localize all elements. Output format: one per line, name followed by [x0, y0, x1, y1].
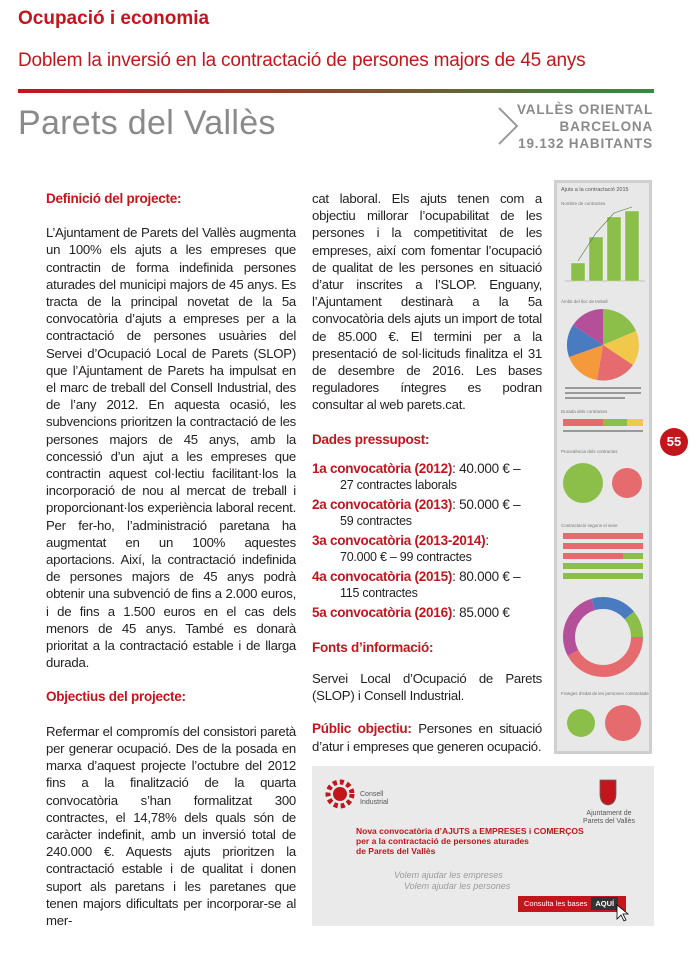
budget-item: 4a convocatòria (2015): 80.000 € –: [312, 568, 521, 584]
public-text: Públic objectiu: Persones en situació d’atur i empreses que generen ocupació.: [312, 721, 542, 754]
region-info: [517, 101, 653, 152]
origin-title: Procedència dels contractes: [561, 449, 618, 454]
trend-line: [578, 207, 632, 261]
infographic: [554, 180, 652, 754]
budget-detail: 70.000 € – 99 contractes: [340, 549, 472, 564]
section-title: Ocupació i economia: [18, 8, 210, 29]
town-name: Parets del Vallès: [18, 104, 276, 142]
infographic-title: Ajuts a la contractació 2015: [561, 187, 629, 193]
pie-chart-title: Àmbit del lloc de treball: [561, 299, 608, 304]
gear-icon: [322, 776, 358, 812]
consult-bases-button[interactable]: Consulta les bases AQUÍ: [518, 896, 626, 912]
banner-title: Nova convocatòria d’AJUTS a EMPRESES i COMERÇOS per a la contractació de persones aturades de Parets del Vallès: [356, 826, 584, 856]
budget-detail: 27 contractes laborals: [340, 477, 457, 492]
bar: [607, 217, 621, 281]
budget-detail: 115 contractes: [340, 585, 418, 600]
age-circles: [567, 705, 641, 741]
bar-chart: [565, 207, 645, 281]
banner-slogan: Volem ajudar les empreses Volem ajudar les persones: [394, 870, 511, 891]
promo-banner[interactable]: [312, 766, 654, 926]
region-province: BARCELONA: [559, 119, 653, 134]
budget-item: 1a convocatòria (2012): 40.000 € –: [312, 460, 521, 476]
definition-text: L’Ajuntament de Parets del Vallès augmenta un 100% els ajuts a les empreses que contractin de forma indefinida persones aturades del municipi majors de 45 anys. Es tracta de la principal novetat de la 5a convocatòria d’ajuts a empreses per a la contractació de persones usuàries del Servei d’Ocupació Local de Parets (SLOP) que l’Ajuntament de Parets ha impulsat en el marc de treball del Consell Industrial, des de l’any 2012. En aquesta ocasió, les subvencions prioritzen la contractació de les persones majors de 45 anys, amb la concessió d’un ajut a les empreses que contractin aquest col·lectiu facilitant·los la incorporació de nou al mercat de treball i proporcionant·los experiència laboral recent. Per fer-ho, l’administració paretana ha augmentat en un 100% aquestes aportacions. Així, la contractació indefinida de persones majors de 45 anys podrà obtenir una subvenció de fins a 2.000 euros, i de fins a 1.500 euros en el cas dels menors de 45 anys. També es donarà prioritat a la contractació estable i de llarga durada.: [46, 225, 296, 671]
region-county: VALLÈS ORIENTAL: [517, 102, 653, 117]
consell-logo-text: Consell Industrial: [360, 791, 389, 806]
sex-title: Contractació segons el sexe: [561, 523, 618, 528]
bar: [589, 237, 603, 281]
bar: [625, 211, 639, 281]
origin-circles: [563, 463, 642, 503]
region-population: 19.132 HABITANTS: [518, 136, 653, 151]
age-title: Franges d'edat de les persones contractades: [561, 691, 649, 696]
duration-title: Durada dels contractes: [561, 409, 608, 414]
column-left: [46, 190, 296, 929]
sources-text: Servei Local d’Ocupació de Parets (SLOP) i Consell Industrial.: [312, 671, 542, 704]
duration-bar: [563, 419, 643, 432]
budget-item: 3a convocatòria (2013-2014):: [312, 532, 489, 548]
budget-detail: 59 contractes: [340, 513, 412, 528]
budget-list: [312, 460, 542, 621]
heading-sources: Fonts d’informació:: [312, 639, 434, 655]
people-icons: [563, 533, 643, 579]
budget-item: 2a convocatòria (2013): 50.000 € –: [312, 496, 521, 512]
continuation-text: cat laboral. Els ajuts tenen com a objectiu millorar l’ocupabilitat de les persones i la competitivitat de les empreses, així com fomentar l’ocupació de qualitat de les persones en situació d’atur inscrites a l’SLOP. Enguany, l’Ajuntament destinarà a la 5a convocatòria dels ajuts un import de total de 85.000 €. El termini per a la presentació de sol·licituds finalitza el 31 de desembre de 2016. Les bases reguladores íntegres es podran consultar al web parets.cat.: [312, 191, 542, 413]
page-subtitle: Doblem la inversió en la contractació de persones majors de 45 anys: [18, 50, 586, 71]
heading-definition: Definició del projecte:: [46, 191, 182, 206]
donut-chart: [569, 603, 637, 671]
bar-chart-title: Nombre de contractes: [561, 201, 606, 206]
ajuntament-logo-text: Ajuntament de Parets del Vallès: [582, 810, 635, 825]
bar: [571, 263, 585, 281]
pie-chart: [567, 309, 639, 381]
cursor-icon: [616, 904, 630, 922]
header-divider: [18, 89, 654, 93]
heading-budget: Dades pressupost:: [312, 431, 430, 447]
town-crest-icon: [598, 778, 618, 806]
infographic-graphics: [557, 183, 649, 751]
heading-public: Públic objectiu:: [312, 721, 412, 737]
budget-item: 5a convocatòria (2016): 85.000 €: [312, 604, 510, 620]
page-number: 55: [660, 428, 688, 456]
objectives-text: Refermar el compromís del consistori paretà per generar ocupació. Des de la posada en marxa d’aquest projecte l’octubre del 2012 fins a la finalització de la quarta convocatòria s’han formalitzat 300 contractes, el 14,78% dels quals són de caràcter indefinit, amb un inversió total de 240.000 €. Aquests ajuts prioritzen la contractació estable i de qualitat i donen suport als paretans i les paretanes que tenen majors dificultats per incorporar-se al mer-: [46, 723, 296, 928]
column-middle: [312, 190, 542, 755]
heading-objectives: Objectius del projecte:: [46, 689, 186, 705]
pie-legend: [565, 387, 641, 399]
